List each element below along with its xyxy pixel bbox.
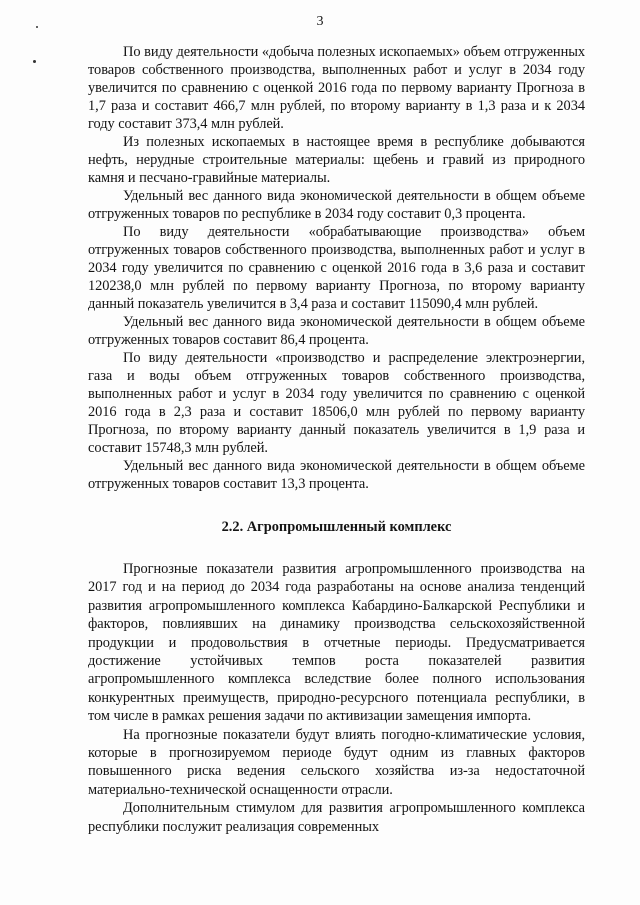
paragraph-agro-climate: На прогнозные показатели будут влиять погодно-климатические условия, которые в прогнозируемом периоде будут одним из главных факторов повышенного риска ведения сельского хозяйства из-за недостаточной материально-технической оснащенности отрасли. bbox=[88, 726, 585, 798]
paragraph-manufacturing-volume: По виду деятельности «обрабатывающие производства» объем отгруженных товаров собственного производства, выполненных работ и услуг в 2034 году увеличится по сравнению с оценкой 2016 года в 3,6 раза и составит 120238,0 млн рублей по первому варианту Прогноза, по второму варианту данный показатель увеличится в 3,4 раза и составит 115090,4 млн рублей. bbox=[88, 224, 585, 312]
paragraph-manufacturing-share: Удельный вес данного вида экономической деятельности в общем объеме отгруженных товаров составит 86,4 процента. bbox=[88, 314, 585, 348]
paragraph-agro-forecast: Прогнозные показатели развития агропромышленного производства на 2017 год и на период до 2034 года разработаны на основе анализа тенденций развития агропромышленного комплекса Кабардино-Балкарской Республики и факторов, повлиявших на динамику производства сельскохозяйственной продукции и продовольствия в отчетные периоды. Предусматривается достижение устойчивых темпов роста показателей развития агропромышленного комплекса вследствие более полного использования конкурентных преимуществ, природно-ресурсного потенциала республики, в том числе в рамках решения задачи по активизации замещения импорта. bbox=[88, 561, 585, 725]
paragraph-mining-resources: Из полезных ископаемых в настоящее время в республике добываются нефть, нерудные строительные материалы: щебень и гравий из природного камня и песчано-гравийные материалы. bbox=[88, 134, 585, 186]
paragraph-mining-share: Удельный вес данного вида экономической деятельности в общем объеме отгруженных товаров по республике в 2034 году составит 0,3 процента. bbox=[88, 188, 585, 222]
scan-speck bbox=[33, 60, 36, 63]
page-number: 3 bbox=[316, 14, 324, 29]
paragraph-agro-stimulus: Дополнительным стимулом для развития агропромышленного комплекса республики послужит реализация современных bbox=[88, 800, 585, 835]
paragraph-energy-share: Удельный вес данного вида экономической деятельности в общем объеме отгруженных товаров составит 13,3 процента. bbox=[88, 458, 585, 492]
document-body bbox=[88, 43, 585, 836]
paragraph-energy-volume: По виду деятельности «производство и распределение электроэнергии, газа и воды объем отгруженных товаров собственного производства, выполненных работ и услуг в 2034 году увеличится по сравнению с оценкой 2016 года в 2,3 раза и составит 18506,0 млн рублей по первому варианту Прогноза, по второму варианту данный показатель увеличится в 1,9 раза и составит 15748,3 млн рублей. bbox=[88, 350, 585, 456]
paragraph-mining-volume: По виду деятельности «добыча полезных ископаемых» объем отгруженных товаров собственного производства, выполненных работ и услуг в 2034 году увеличится по сравнению с оценкой 2016 года по первому варианту Прогноза в 1,7 раза и составит 466,7 млн рублей, по второму варианту в 1,3 раза и к 2034 году составит 373,4 млн рублей. bbox=[88, 44, 585, 132]
section-heading: 2.2. Агропромышленный комплекс bbox=[221, 519, 452, 535]
